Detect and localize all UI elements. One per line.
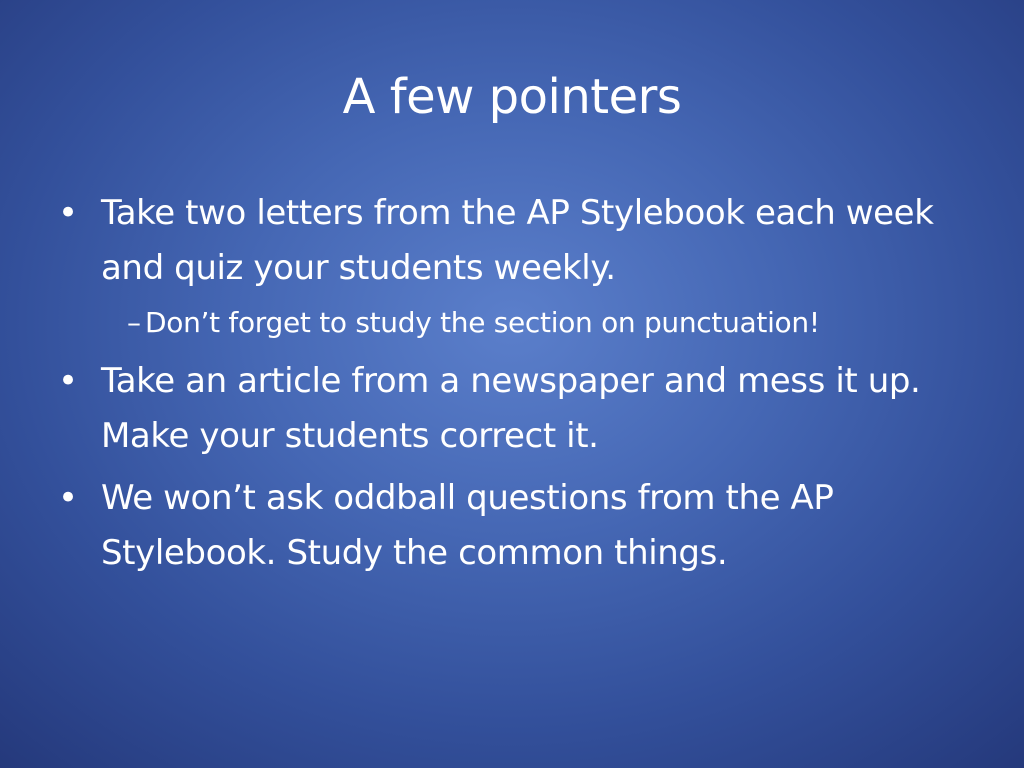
- sub-bullet-item: [58, 298, 978, 348]
- bullet-item: [58, 186, 978, 296]
- slide-title: A few pointers: [342, 69, 682, 125]
- bullet-icon: •: [58, 361, 78, 401]
- bullet-icon: •: [58, 193, 78, 233]
- sub-bullet-text: Don’t forget to study the section on punctuation!: [145, 306, 820, 339]
- dash-icon: –: [127, 306, 141, 339]
- bullet-list: [58, 186, 978, 581]
- bullet-item: [58, 471, 978, 581]
- bullet-icon: •: [58, 478, 78, 518]
- bullet-text: Take an article from a newspaper and mess it up. Make your students correct it.: [101, 361, 921, 456]
- bullet-item: [58, 354, 978, 464]
- bullet-text: We won’t ask oddball questions from the AP Stylebook. Study the common things.: [101, 478, 834, 573]
- bullet-text: Take two letters from the AP Stylebook each week and quiz your students weekly.: [101, 193, 934, 288]
